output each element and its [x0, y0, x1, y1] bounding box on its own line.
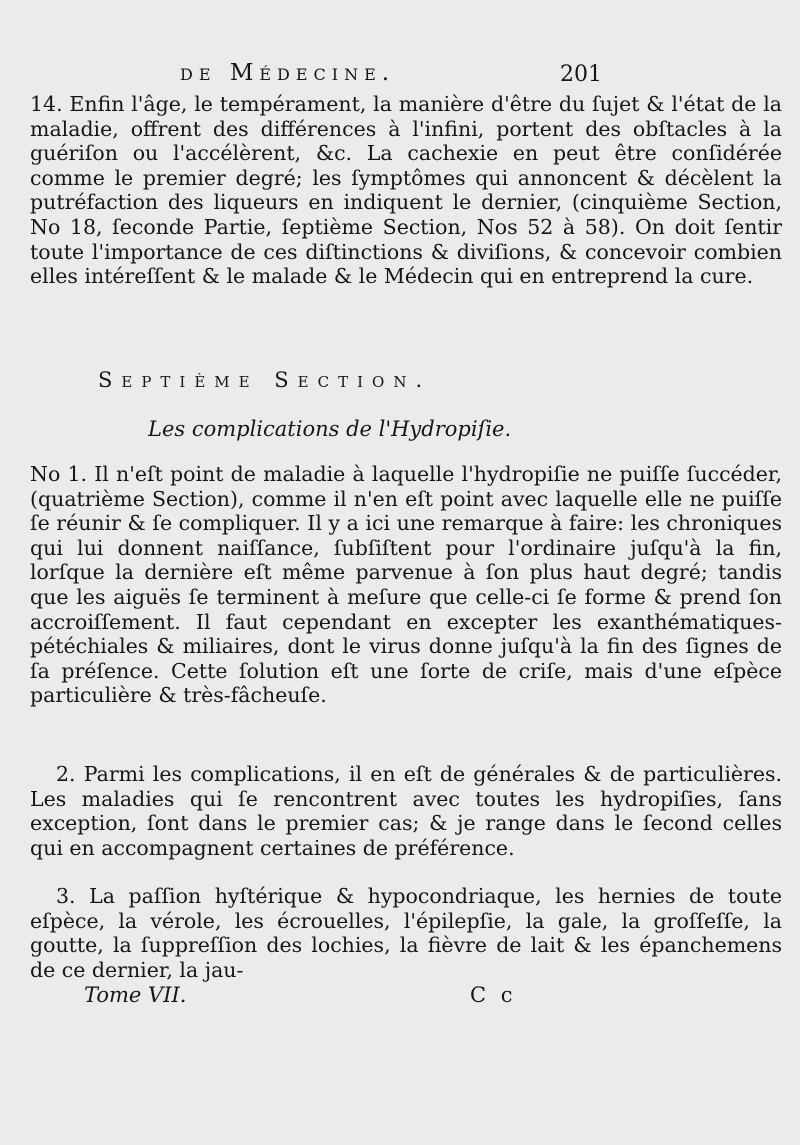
paragraph-1: No 1. Il n'eſt point de maladie à laquelle l'hydropiſie ne puiſſe ſuccéder, (quatrième Section), comme il n'en eſt point avec laquelle elle ne puiſſe ſe réunir & ſe compliquer. Il y a ici une remarque à faire: les chroniques qui lui donnent naiſſance, ſubſiſtent pour l'ordinaire juſqu'à la fin, lorſque la dernière eſt même parvenue à ſon plus haut degré; tandis que les aiguës ſe terminent à meſure que celle-ci ſe forme & prend ſon accroiſſement. Il faut cependant en excepter les exanthématiques-pétéchiales & miliaires, dont le virus donne juſqu'à la fin des ſignes de ſa préſence. Cette ſolution eſt une ſorte de criſe, mais d'une eſpèce particulière & très-fâcheuſe.	[30, 462, 782, 708]
volume-label: Tome VII.	[84, 983, 187, 1007]
section-subtitle: Les complications de l'Hydropiſie.	[148, 417, 512, 441]
paragraph-2: 2. Parmi les complications, il en eſt de générales & de particulières. Les maladies qui ſe rencontrent avec toutes les hydropiſies, ſans exception, ſont dans le premier cas; & je range dans le ſecond celles qui en accompagnent certaines de préférence.	[30, 762, 782, 860]
section-heading: Septième Section.	[98, 368, 432, 392]
running-title: de Médecine.	[180, 60, 396, 86]
page-number: 201	[560, 62, 602, 87]
paragraph-14: 14. Enfin l'âge, le tempérament, la manière d'être du ſujet & l'état de la maladie, offrent des différences à l'infini, portent des obſtacles à la guériſon ou l'accélèrent, &c. La cachexie en peut être conſidérée comme le premier degré; les ſymptômes qui annoncent & décèlent la putréfaction des liqueurs en indiquent le dernier, (cinquième Section, No 18, ſeconde Partie, ſeptième Section, Nos 52 à 58). On doit ſentir toute l'importance de ces diſtinctions & diviſions, & concevoir combien elles intéreſſent & le malade & le Médecin qui en entreprend la cure.	[30, 92, 782, 289]
signature-mark: C c	[470, 983, 517, 1007]
paragraph-3: 3. La paſſion hyſtérique & hypocondriaque, les hernies de toute eſpèce, la vérole, les écrouelles, l'épilepſie, la gale, la groſſeſſe, la goutte, la ſuppreſſion des lochies, la fièvre de lait & les épanchemens de ce dernier, la jau-	[30, 884, 782, 982]
